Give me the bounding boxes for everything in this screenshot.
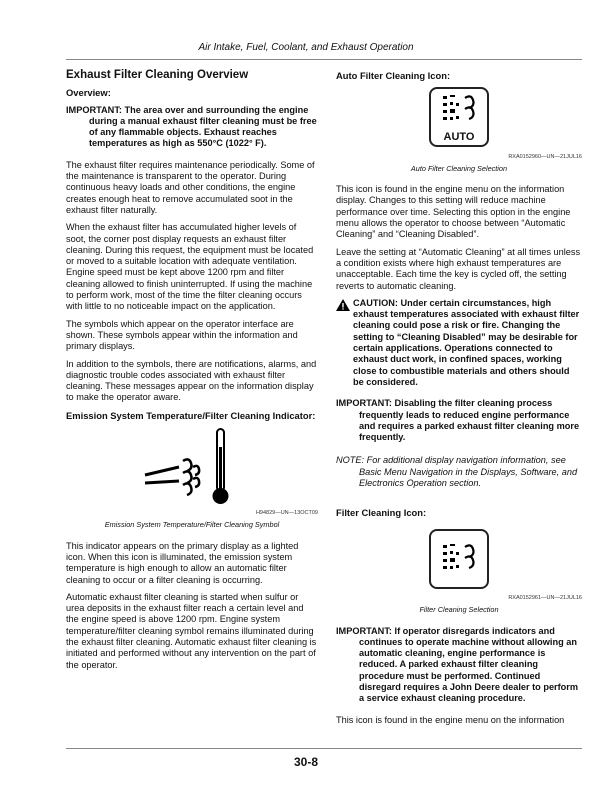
important-note-disregard: IMPORTANT: If operator disregards indicators and continues to operate machine without allowing an automatic cleaning, engine performance is reduced. A parked exhaust filter cleaning procedure must be performed. Continued disregard requires a John Deere dealer to perform a service exhaust cleaning procedure.: [336, 625, 579, 704]
filter-icon-subheading: Filter Cleaning Icon:: [336, 507, 427, 519]
navigation-note: NOTE: For additional display navigation information, see Basic Menu Navigation in the Displays, Software, and Electronics Operation section.: [336, 455, 578, 489]
footer-rule: [66, 748, 582, 749]
filter-cleaning-icon: [429, 529, 489, 589]
indicator-subheading: Emission System Temperature/Filter Cleaning Indicator:: [66, 409, 316, 421]
paragraph: Leave the setting at “Automatic Cleaning” at all times unless a condition exists where high exhaust temperatures are unacceptable. Each time the key is cycled off, the setting reverts to automatic cleaning.: [336, 246, 581, 291]
filter-cleaning-glyph: [431, 541, 487, 579]
paragraph: This icon is found in the engine menu on the information: [336, 714, 565, 725]
figure-code: H94829—UN—13OCT09: [255, 510, 318, 517]
important-note-disabling: IMPORTANT: Disabling the filter cleaning process frequently leads to reduced engine performance and requires a parked exhaust filter cleaning more frequently.: [336, 398, 580, 443]
filter-cleaning-figure: [336, 529, 582, 592]
section-title: Exhaust Filter Cleaning Overview: [66, 69, 249, 81]
auto-icon-subheading: Auto Filter Cleaning Icon:: [336, 70, 451, 81]
paragraph: This indicator appears on the primary display as a lighted icon. When this icon is illuminated, the emission system temperature is high enough to allow an automatic filter cleaning to occur or a filter cleaning is occurring.: [66, 540, 299, 585]
caution-block: [336, 298, 582, 388]
header-rule: [66, 59, 582, 60]
paragraph: The symbols which appear on the operator interface are shown. These symbols appear within the information and primary displays.: [66, 318, 298, 352]
auto-filter-figure: [336, 87, 582, 150]
warning-triangle-icon: [336, 299, 350, 311]
auto-label: AUTO: [443, 131, 475, 143]
page-number: 30-8: [293, 755, 319, 769]
paragraph: When the exhaust filter has accumulated higher levels of soot, the corner post display requests an exhaust filter cleaning. During this request, the equipment must be located or moved to a suitable location with adequate ventilation. Engine speed must be kept above 1200 rpm and filter cleaning allowed to finish uninterrupted. If using the machine to perform work, most of the time the filter cleaning occurs with little to no noticeable impact on the application.: [66, 222, 314, 312]
figure-code: RXA0152961—UN—21JUL16: [508, 594, 582, 601]
paragraph: The exhaust filter requires maintenance periodically. Some of the maintenance is transparent to the operator. During continuous heavy loads and other conditions, the engine creates enough heat to remove accumulated soot in the exhaust filter naturally.: [66, 159, 315, 215]
emission-temperature-icon: [137, 427, 247, 507]
auto-filter-cleaning-icon: [429, 87, 489, 147]
paragraph: Automatic exhaust filter cleaning is started when sulfur or urea deposits in the exhaust filter reach a certain level and the engine speed is above 1200 rpm. Engine system temperature/filter cleaning symbol remains illuminated during the exhaust filter cleaning. Automatic exhaust filter cleaning is initiated and performed without any intervention on the part of the operator.: [66, 591, 317, 670]
running-header: Air Intake, Fuel, Coolant, and Exhaust Operation: [198, 42, 414, 53]
paragraph: This icon is found in the engine menu on the information display. Changes to this setting will reduce machine performance over time. Selecting this option in the engine menu allows the operator to choose between “Automatic Cleaning” and “Cleaning Disabled”.: [336, 184, 571, 240]
overview-label: Overview:: [66, 87, 111, 99]
caution-text: CAUTION: Under certain circumstances, high exhaust temperatures associated with exhaust filter cleaning could pose a risk or fire. Changing the setting to “Cleaning Disabled” may be desirable for certain applications. Operations connected to exhaust duct work, in confined spaces, working close to combustible materials and others should be considered.: [353, 297, 580, 387]
figure-caption: Auto Filter Cleaning Selection: [410, 163, 508, 173]
figure-caption: Filter Cleaning Selection: [419, 605, 499, 615]
paragraph: In addition to the symbols, there are notifications, alarms, and diagnostic trouble codes associated with exhaust filter cleaning. These messages appear on the information display to make the operator aware.: [66, 358, 317, 403]
left-column: [66, 68, 318, 677]
emission-temperature-figure: [66, 427, 318, 507]
filter-cleaning-glyph: [431, 92, 487, 130]
figure-caption: Emission System Temperature/Filter Cleaning Symbol: [104, 520, 280, 530]
important-note-flammable: IMPORTANT: The area over and surrounding the engine during a manual exhaust filter cleaning must be free of any flammable objects. Exhaust reaches temperatures as high as 550°C (1022° F).: [66, 104, 317, 149]
figure-code: RXA0152960—UN—21JUL16: [508, 153, 582, 160]
right-column: [336, 68, 582, 732]
